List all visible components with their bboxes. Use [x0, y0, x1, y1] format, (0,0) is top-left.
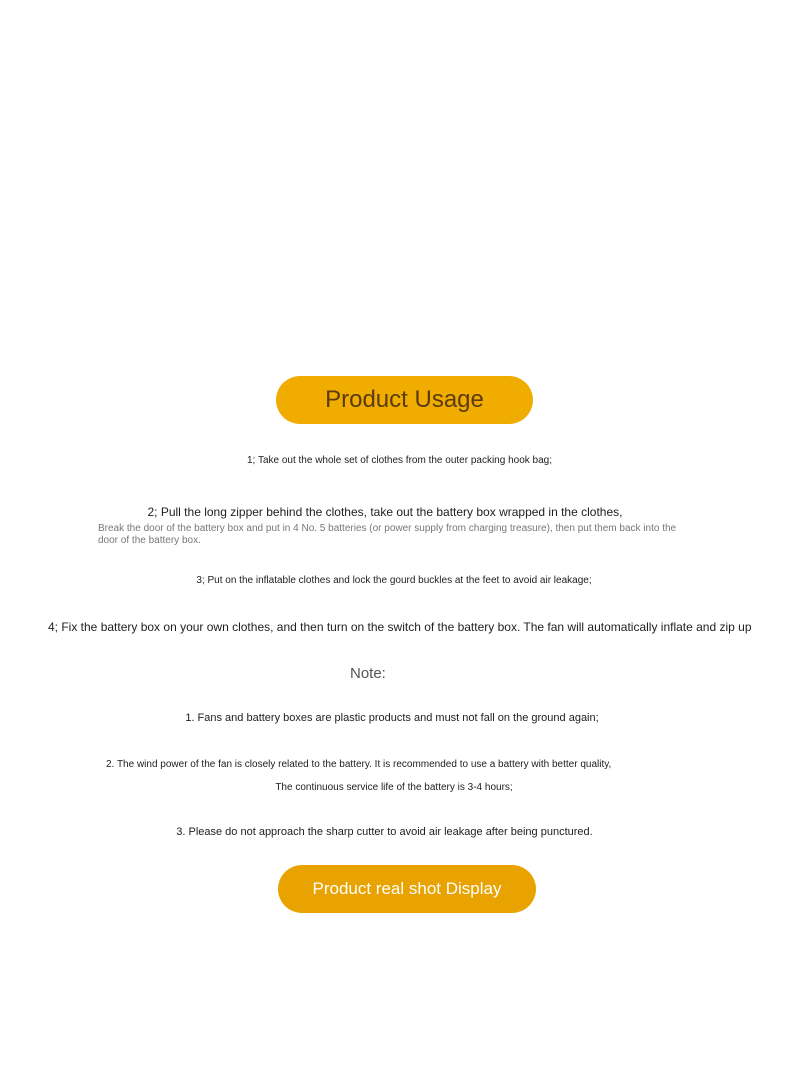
usage-step-2: 2; Pull the long zipper behind the clothes, take out the battery box wrapped in the clothes,: [147, 505, 623, 519]
note-item-1: 1. Fans and battery boxes are plastic products and must not fall on the ground again;: [185, 712, 599, 724]
usage-step-3: 3; Put on the inflatable clothes and lock the gourd buckles at the feet to avoid air leakage;: [196, 575, 592, 586]
note-item-2: 2. The wind power of the fan is closely related to the battery. It is recommended to use a battery with better quality,: [106, 759, 612, 770]
product-usage-title: Product Usage: [325, 386, 484, 413]
note-item-2-detail: The continuous service life of the battery is 3-4 hours;: [275, 782, 513, 793]
product-display-title: Product real shot Display: [312, 879, 502, 898]
usage-step-1: 1; Take out the whole set of clothes from the outer packing hook bag;: [247, 455, 553, 466]
usage-step-2-detail: Break the door of the battery box and put in 4 No. 5 batteries (or power supply from charging treasure), then put them back into the door of the battery box.: [98, 523, 677, 546]
usage-step-4: 4; Fix the battery box on your own clothes, and then turn on the switch of the battery box. The fan will automatically inflate and zip up: [48, 620, 752, 634]
note-label: Note:: [350, 665, 386, 682]
note-item-3: 3. Please do not approach the sharp cutter to avoid air leakage after being punctured.: [176, 826, 593, 838]
product-usage-heading: [276, 376, 533, 424]
product-display-heading: [278, 865, 536, 913]
